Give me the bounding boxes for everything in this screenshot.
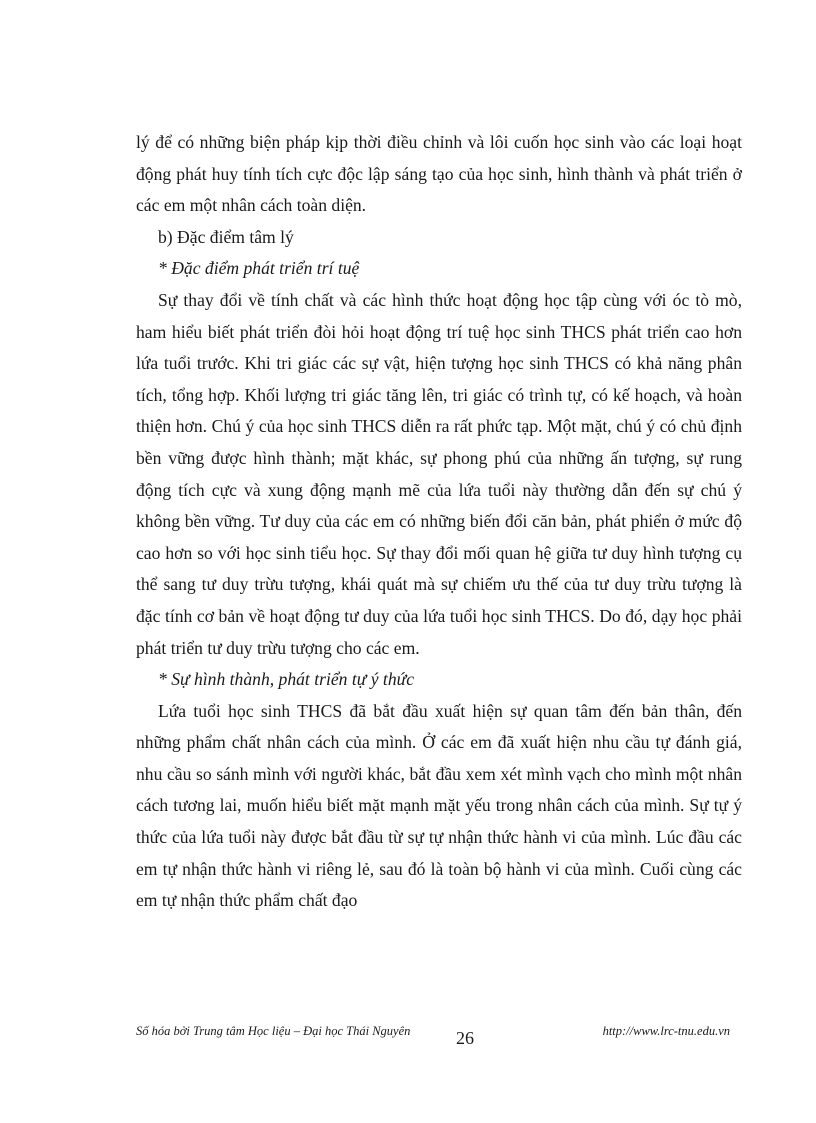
- footer-digitization-credit: Số hóa bởi Trung tâm Học liệu – Đại học Thái Nguyên: [136, 1024, 411, 1038]
- subsection-intellect-heading: * Đặc điểm phát triển trí tuệ: [158, 258, 360, 279]
- footer-url: http://www.lrc-tnu.edu.vn: [602, 1024, 730, 1038]
- document-body: [136, 127, 742, 917]
- section-b-heading: b) Đặc điểm tâm lý: [158, 226, 294, 247]
- intro-paragraph: lý để có những biện pháp kịp thời điều chỉnh và lôi cuốn học sinh vào các loại hoạt động phát huy tính tích cực độc lập sáng tạo của học sinh, hình thành và phát triển ở các em một nhân cách toàn diện.: [136, 132, 742, 216]
- page-number: 26: [456, 1028, 474, 1048]
- page-footer: [136, 1018, 742, 1058]
- subsection-self-awareness-paragraph: Lứa tuổi học sinh THCS đã bắt đầu xuất hiện sự quan tâm đến bản thân, đến những phẩm chất nhân cách của mình. Ở các em đã xuất hiện nhu cầu tự đánh giá, nhu cầu so sánh mình với người khác, bắt đầu xem xét mình vạch cho mình một nhân cách tương lai, muốn hiểu biết mặt mạnh mặt yếu trong nhân cách của mình. Sự tự ý thức của lứa tuổi này được bắt đầu từ sự tự nhận thức hành vi của mình. Lúc đầu các em tự nhận thức hành vi riêng lẻ, sau đó là toàn bộ hành vi của mình. Cuối cùng các em tự nhận thức phẩm chất đạo: [136, 700, 742, 911]
- subsection-self-awareness-heading: * Sự hình thành, phát triển tự ý thức: [158, 669, 415, 690]
- subsection-intellect-paragraph: Sự thay đổi về tính chất và các hình thức hoạt động học tập cùng với óc tò mò, ham hiểu biết phát triển đòi hỏi hoạt động trí tuệ học sinh THCS phát triển cao hơn lứa tuổi trước. Khi tri giác các sự vật, hiện tượng học sinh THCS có khả năng phân tích, tổng hợp. Khối lượng tri giác tăng lên, tri giác có trình tự, có kế hoạch, và hoàn thiện hơn. Chú ý của học sinh THCS diễn ra rất phức tạp. Một mặt, chú ý có chủ định bền vững được hình thành; mặt khác, sự phong phú của những ấn tượng, sự rung động tích cực và xung động mạnh mẽ của lứa tuổi này thường dẫn đến sự chú ý không bền vững. Tư duy của các em có những biến đổi căn bản, phát phiển ở mức độ cao hơn so với học sinh tiểu học. Sự thay đổi mối quan hệ giữa tư duy hình tượng cụ thể sang tư duy trừu tượng, khái quát mà sự chiếm ưu thế của tư duy trừu tượng là đặc tính cơ bản về hoạt động tư duy của lứa tuổi học sinh THCS. Do đó, dạy học phải phát triển tư duy trừu tượng cho các em.: [136, 289, 742, 658]
